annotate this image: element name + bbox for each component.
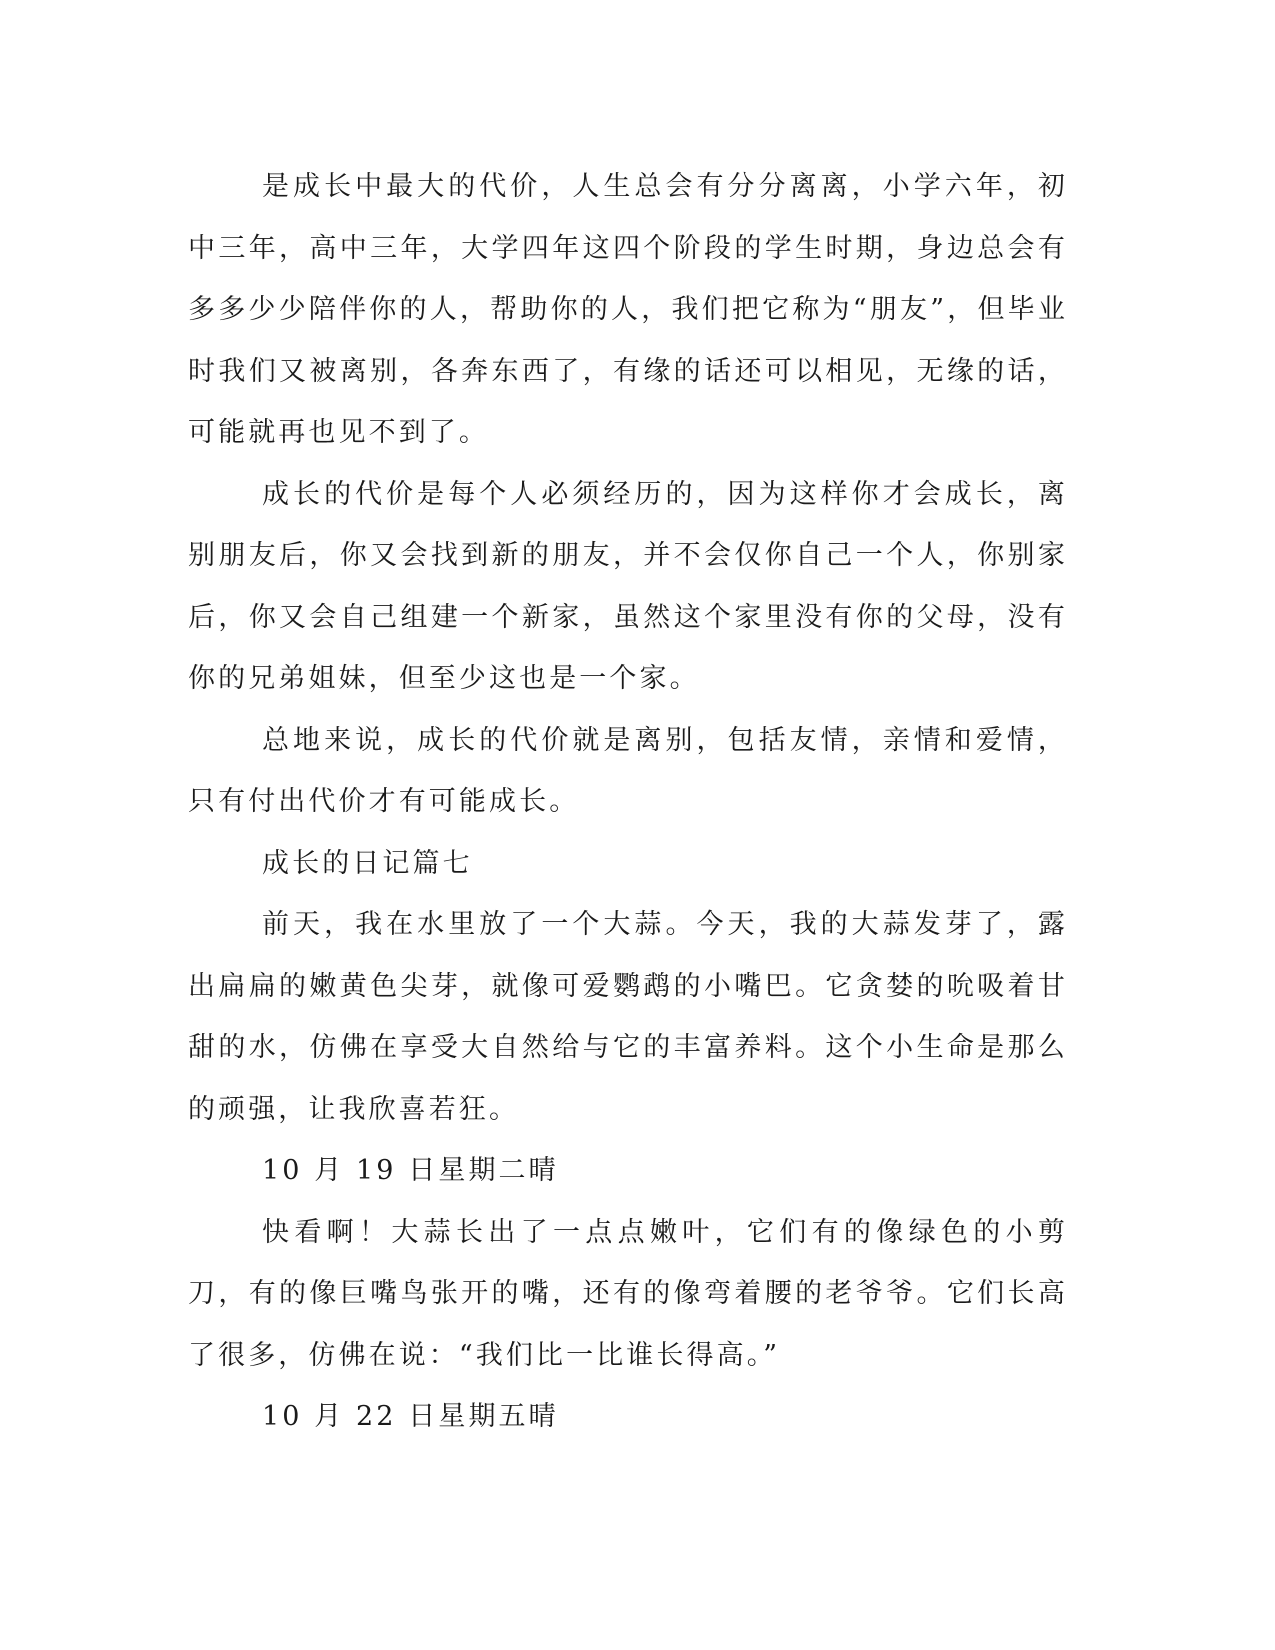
diary-date-2: 10 月 22 日星期五晴	[262, 1401, 559, 1432]
paragraph-garlic-sprout: 前天，我在水里放了一个大蒜。今天，我的大蒜发芽了，露出扁扁的嫩黄色尖芽，就像可爱鹦鹉的小嘴巴。它贪婪的吮吸着甘甜的水，仿佛在享受大自然给与它的丰富养料。这个小生命是那么的顽强，让我欣喜若狂。	[188, 909, 1068, 1125]
paragraph-garlic-leaves: 快看啊！大蒜长出了一点点嫩叶，它们有的像绿色的小剪刀，有的像巨嘴鸟张开的嘴，还有的像弯着腰的老爷爷。它们长高了很多，仿佛在说：“我们比一比谁长得高。”	[188, 1216, 1068, 1371]
section-title: 成长的日记篇七	[262, 847, 473, 879]
paragraph-cost-of-growing: 是成长中最大的代价，人生总会有分分离离，小学六年，初中三年，高中三年，大学四年这四个阶段的学生时期，身边总会有多多少少陪伴你的人，帮助你的人，我们把它称为“朋友”，但毕业时我们又被离别，各奔东西了，有缘的话还可以相见，无缘的话，可能就再也见不到了。	[188, 171, 1068, 448]
paragraph-conclusion: 总地来说，成长的代价就是离别，包括友情，亲情和爱情，只有付出代价才有可能成长。	[188, 724, 1068, 817]
diary-date-1: 10 月 19 日星期二晴	[262, 1155, 559, 1186]
document-body	[188, 156, 1068, 1448]
paragraph-everyone-experiences: 成长的代价是每个人必须经历的，因为这样你才会成长，离别朋友后，你又会找到新的朋友，并不会仅你自己一个人，你别家后，你又会自己组建一个新家，虽然这个家里没有你的父母，没有你的兄弟姐妹，但至少这也是一个家。	[188, 478, 1068, 694]
